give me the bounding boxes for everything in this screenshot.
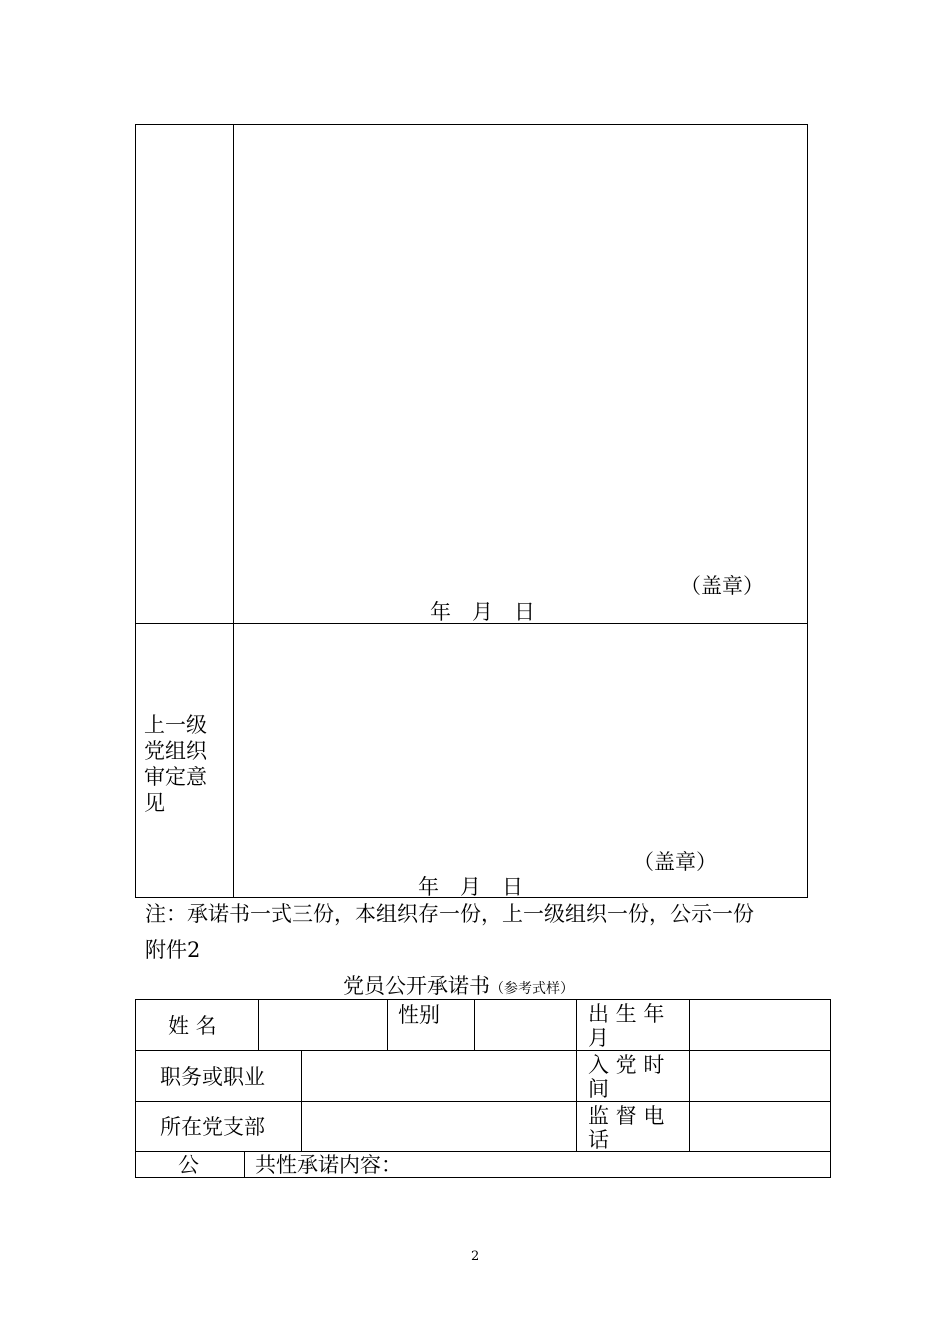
join-date-label: 入 党 时 bbox=[588, 1053, 665, 1077]
table-column-divider bbox=[576, 999, 577, 1152]
date-label: 年 月 日 bbox=[430, 600, 535, 624]
table-border-top bbox=[135, 999, 831, 1000]
date-label: 年 月 日 bbox=[418, 875, 523, 899]
table-border-left bbox=[135, 999, 136, 1178]
table-border-right bbox=[807, 124, 808, 898]
supervision-phone-label-cont: 话 bbox=[588, 1128, 609, 1152]
table-row-divider bbox=[135, 1050, 831, 1051]
table-border-left bbox=[135, 124, 136, 898]
seal-label: （盖章） bbox=[680, 574, 764, 598]
table-border-bottom bbox=[135, 1177, 831, 1178]
table-column-divider bbox=[474, 999, 475, 1051]
attachment-label: 附件2 bbox=[145, 938, 201, 962]
birth-date-label-cont: 月 bbox=[588, 1026, 609, 1050]
table-row-divider bbox=[135, 1101, 831, 1102]
public-label: 公 bbox=[178, 1153, 199, 1177]
note-text: 注：承诺书一式三份，本组织存一份，上一级组织一份，公示一份 bbox=[145, 902, 754, 926]
table-border-top bbox=[135, 124, 808, 125]
table-row-divider bbox=[135, 1151, 831, 1152]
supervision-phone-label: 监 督 电 bbox=[588, 1104, 665, 1128]
common-promise-label: 共性承诺内容： bbox=[255, 1153, 402, 1177]
table-column-divider bbox=[233, 124, 234, 898]
party-branch-label: 所在党支部 bbox=[160, 1115, 265, 1139]
table-column-divider bbox=[244, 1151, 245, 1178]
join-date-label-cont: 间 bbox=[588, 1077, 609, 1101]
form-title: 党员公开承诺书（参考式样） bbox=[343, 974, 574, 998]
name-label: 姓 名 bbox=[168, 1014, 217, 1038]
table-border-right bbox=[830, 999, 831, 1178]
gender-label: 性别 bbox=[398, 1003, 440, 1027]
superior-party-review-label: 上一级 党组织 审定意 见 bbox=[144, 713, 207, 815]
table-column-divider bbox=[387, 999, 388, 1051]
birth-date-label: 出 生 年 bbox=[588, 1002, 665, 1026]
table-column-divider bbox=[689, 999, 690, 1152]
table-column-divider bbox=[258, 999, 259, 1051]
seal-label: （盖章） bbox=[633, 850, 717, 874]
page-number: 2 bbox=[471, 1249, 480, 1264]
table-column-divider bbox=[301, 1050, 302, 1152]
position-label: 职务或职业 bbox=[160, 1065, 265, 1089]
